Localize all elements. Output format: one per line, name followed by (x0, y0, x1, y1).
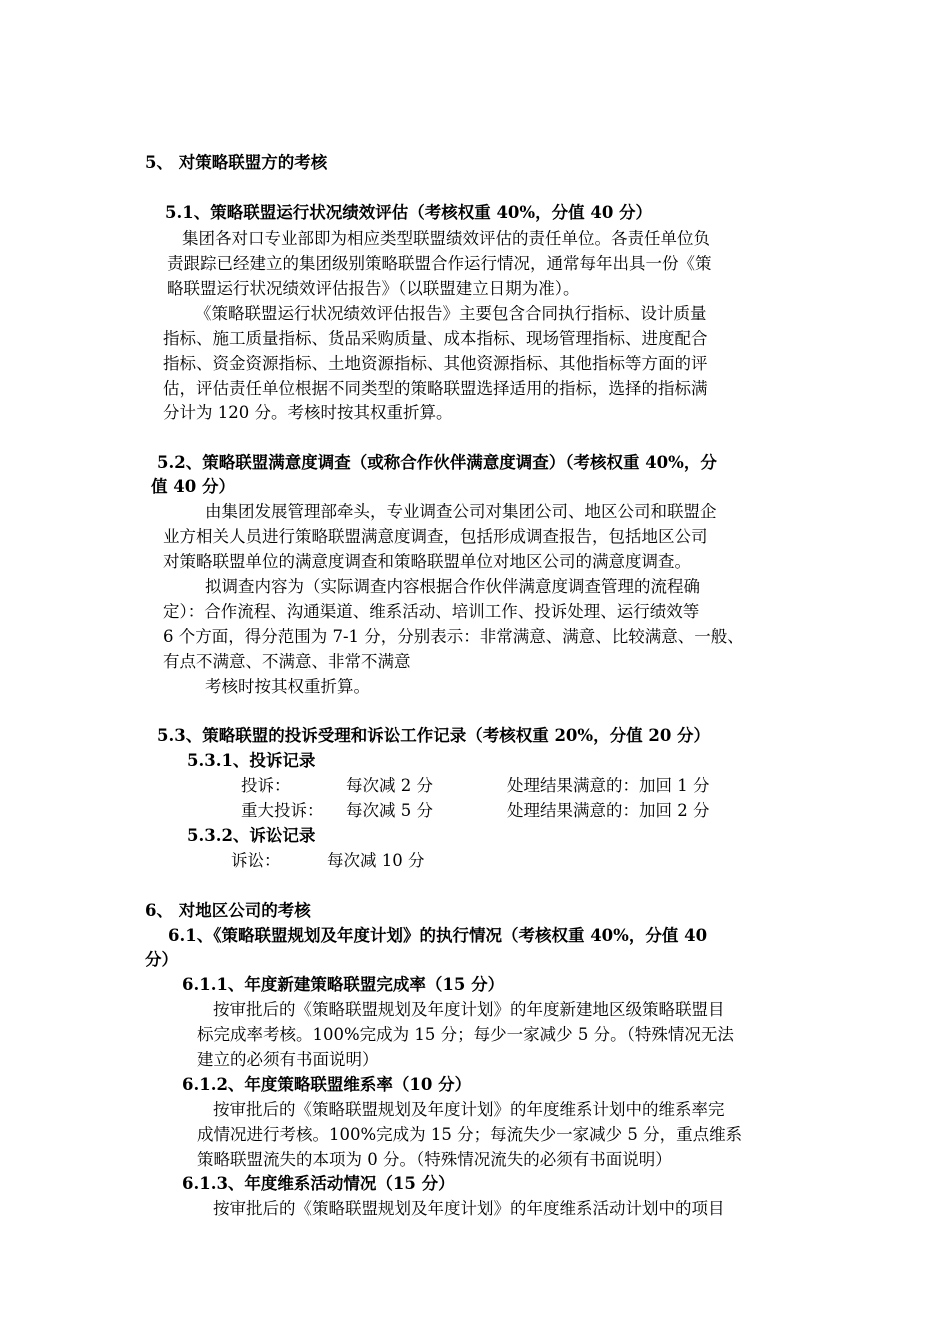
paragraph-line: 指标、资金资源指标、土地资源指标、其他资源指标、其他指标等方面的评 (163, 354, 708, 373)
section-5-heading: 5、 对策略联盟方的考核 (145, 153, 328, 172)
paragraph-line: 分计为 120 分。考核时按其权重折算。 (163, 403, 453, 422)
paragraph-line: 集团各对口专业部即为相应类型联盟绩效评估的责任单位。各责任单位负 (182, 229, 710, 248)
paragraph-line: 策略联盟流失的本项为 0 分。（特殊情况流失的必须有书面说明） (197, 1150, 672, 1169)
paragraph-line: 按审批后的《策略联盟规划及年度计划》的年度维系计划中的维系率完 (213, 1100, 725, 1119)
paragraph-line: 考核时按其权重折算。 (205, 677, 370, 696)
paragraph-line: 按审批后的《策略联盟规划及年度计划》的年度新建地区级策略联盟目 (213, 1000, 725, 1019)
lawsuit-deduct: 每次减 10 分 (327, 851, 425, 870)
paragraph-line: 由集团发展管理部牵头，专业调查公司对集团公司、地区公司和联盟企 (205, 502, 717, 521)
major-complaint-bonus: 处理结果满意的：加回 2 分 (507, 801, 710, 820)
complaint-label: 投诉： (241, 776, 291, 795)
paragraph-line: 指标、施工质量指标、货品采购质量、成本指标、现场管理指标、进度配合 (163, 329, 708, 348)
section-5-3-title: 5.3、策略联盟的投诉受理和诉讼工作记录（考核权重 20%，分值 20 分） (157, 726, 711, 745)
paragraph-line: 略联盟运行状况绩效评估报告》（以联盟建立日期为准）。 (167, 279, 580, 298)
major-complaint-label: 重大投诉： (241, 801, 324, 820)
paragraph-line: 对策略联盟单位的满意度调查和策略联盟单位对地区公司的满意度调查。 (163, 552, 691, 571)
section-6-1-2-title: 6.1.2、年度策略联盟维系率（10 分） (182, 1075, 472, 1094)
lawsuit-label: 诉讼： (231, 851, 281, 870)
complaint-bonus: 处理结果满意的：加回 1 分 (507, 776, 710, 795)
paragraph-line: 6 个方面，得分范围为 7-1 分，分别表示：非常满意、满意、比较满意、一般、 (163, 627, 744, 646)
paragraph-line: 建立的必须有书面说明） (197, 1050, 379, 1069)
paragraph-line: 成情况进行考核。100%完成为 15 分；每流失少一家减少 5 分，重点维系 (197, 1125, 743, 1144)
section-5-2-title-cont: 值 40 分） (151, 477, 235, 496)
section-6-1-title-cont: 分） (145, 950, 178, 969)
section-6-1-title: 6.1、《策略联盟规划及年度计划》的执行情况（考核权重 40%，分值 40 (168, 926, 708, 945)
major-complaint-deduct: 每次减 5 分 (346, 801, 433, 820)
section-5-3-2-title: 5.3.2、诉讼记录 (187, 826, 316, 845)
section-5-1-title: 5.1、策略联盟运行状况绩效评估（考核权重 40%，分值 40 分） (165, 203, 653, 222)
paragraph-line: 有点不满意、不满意、非常不满意 (163, 652, 411, 671)
section-6-heading: 6、 对地区公司的考核 (145, 901, 311, 920)
paragraph-line: 责跟踪已经建立的集团级别策略联盟合作运行情况，通常每年出具一份《策 (167, 254, 712, 273)
paragraph-line: 按审批后的《策略联盟规划及年度计划》的年度维系活动计划中的项目 (213, 1199, 725, 1218)
section-6-1-1-title: 6.1.1、年度新建策略联盟完成率（15 分） (182, 975, 505, 994)
paragraph-line: 标完成率考核。100%完成为 15 分；每少一家减少 5 分。（特殊情况无法 (197, 1025, 734, 1044)
section-5-3-1-title: 5.3.1、投诉记录 (187, 751, 316, 770)
paragraph-line: 定）：合作流程、沟通渠道、维系活动、培训工作、投诉处理、运行绩效等 (163, 602, 700, 621)
section-6-1-3-title: 6.1.3、年度维系活动情况（15 分） (182, 1174, 455, 1193)
paragraph-line: 拟调查内容为（实际调查内容根据合作伙伴满意度调查管理的流程确 (205, 577, 700, 596)
complaint-deduct: 每次减 2 分 (346, 776, 433, 795)
paragraph-line: 估，评估责任单位根据不同类型的策略联盟选择适用的指标，选择的指标满 (163, 379, 708, 398)
paragraph-line: 《策略联盟运行状况绩效评估报告》主要包含合同执行指标、设计质量 (195, 304, 707, 323)
paragraph-line: 业方相关人员进行策略联盟满意度调查，包括形成调查报告，包括地区公司 (163, 527, 708, 546)
section-5-2-title: 5.2、策略联盟满意度调查（或称合作伙伴满意度调查）（考核权重 40%，分 (157, 453, 717, 472)
